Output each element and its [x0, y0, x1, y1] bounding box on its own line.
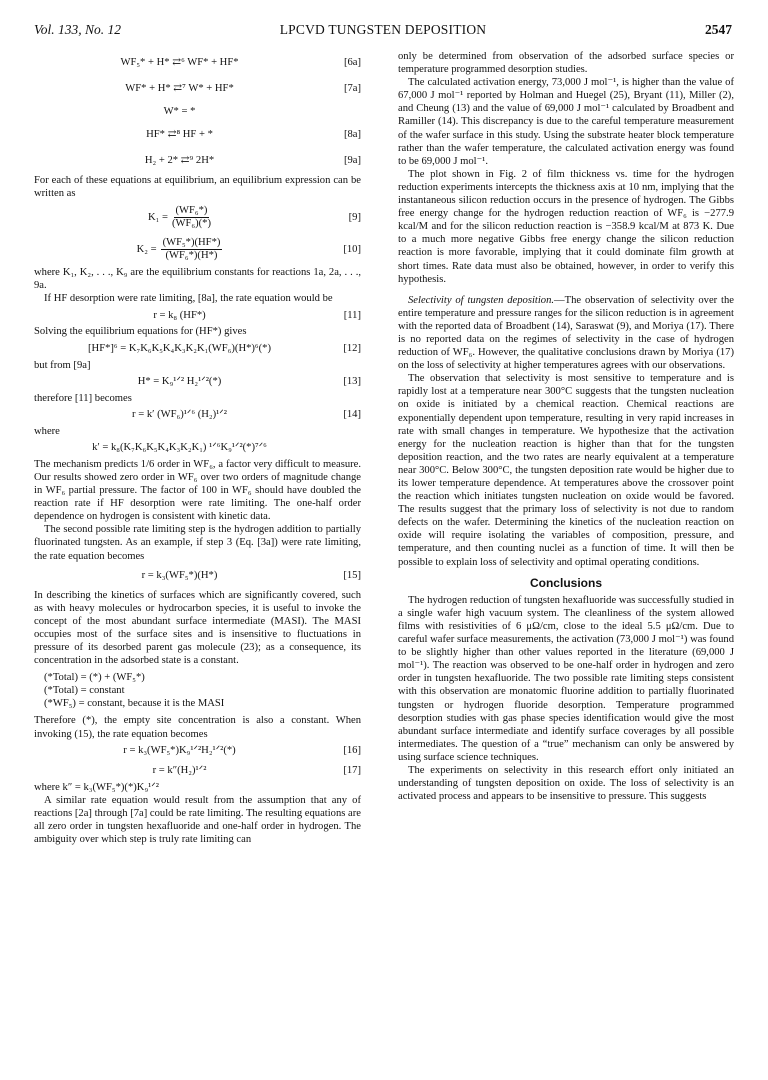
running-header [34, 22, 732, 40]
equation-7b: W* = * [163, 106, 196, 118]
paragraph: The second possible rate limiting step is the hydrogen addition to partially fluorinated tungsten. As an example, if step 3 (Eq. [3a]) were rate limiting, the rate equation becomes [34, 524, 361, 562]
paragraph: Solving the equilibrium equations for (HF*) gives [34, 326, 247, 338]
paragraph: A similar rate equation would result from the assumption that any of reactions [2a] through [7a] could be rate limiting. The resulting equations are all zero order in tungsten hexafluoride and one-half order in hydrogen. The ambiguity over which step is truly rate limiting can [34, 794, 361, 845]
list-item: (*Total) = constant [44, 685, 125, 697]
equation-12: [HF*]⁶ = K₇K₆K₅K₄K₃K₂K₁(WF₆)(H*)⁶(*) [12] [88, 343, 361, 355]
paragraph: Therefore (*), the empty site concentration is also a constant. When invoking (15), the rate equation becomes [34, 715, 361, 740]
equation-10: K₂ = $\frac{\text{(WF₅*)(HF*)}}{\text{(WF₆*)(H*)}}$ [10] [136, 236, 361, 261]
paragraph: For each of these equations at equilibrium, an equilibrium expression can be written as [34, 175, 361, 200]
subsection-heading: Selectivity of tungsten deposition. [408, 294, 555, 306]
paragraph: The calculated activation energy, 73,000 J mol⁻¹, is higher than the value of 67,000 J mol⁻¹ reported by Holman and Huegel (25), Bryant (11), Miller (2), and Cheung (13) and the value of 69,000 J mol⁻¹ calculated by Broadbent and Ramiller (14). This discrepancy is due to the careful temperature measurement of the wafer surface in this study. Using the substrate heater block temperature rather than the wafer temperature, the calculated activation energy was found to be 69,000 J mol⁻¹. [398, 77, 734, 167]
equation-13: H* = K₉¹ᐟ² H₂¹ᐟ²(*) [13] [137, 376, 361, 388]
paragraph: The observation that selectivity is most sensitive to temperature and is rapidly lost at a temperature near 300°C suggests that the tungsten nucleation on oxide is initiated by a chemical reaction. Chemical reactions are exponentially dependent upon temperature, resulting in very rapid increases in rate with small changes in temperature. We hypothesize that the activation energy for the nucleation reaction is higher than that for the tungsten deposition reaction, and the two rates are nearly equivalent at a temperature near 300°C. Below 300°C, the tungsten deposition rate would be higher due to its lower temperature dependence. At temperatures above the crossover point the reaction which initiates tungsten nucleation on oxide would be favored. The results suggest that the primary loss of selectivity is not due to random defects on the wafer. Determining the kinetics of the nucleation reaction on oxide will require isolating the variables of composition, pressure, and temperature, and then counting nuclei as a function of time. It will then be possible to explain loss of selectivity and optimal operating conditions. [398, 373, 734, 568]
paragraph: therefore [11] becomes [34, 392, 132, 404]
paragraph: The mechanism predicts 1/6 order in WF₆, a factor very difficult to measure. Our results showed zero order in WF₆ over two orders of magnitude change in WF₆ partial pressure. The factor of 100 in WF₆ should have doubled the reaction rate if HF desorption were rate limiting. The one-half order dependence on hydrogen is consistent with kinetic data. [34, 458, 361, 523]
volume-label: Vol. 133, No. 12 [34, 22, 122, 37]
paragraph: where K₁, K₂, . . ., K₉ are the equilibrium constants for reactions 1a, 2a, . . ., 9a. [34, 267, 361, 292]
equation-14b: k′ = k₈(K₇K₆K₅K₄K₃K₂K₁) ¹ᐟ⁶K₉¹ᐟ²(*)⁷ᐟ⁶ [92, 442, 267, 454]
equation-9: K₁ = $\frac{\text{(WF₆*)}}{\text{(WF₆)(*)}}$ [9] [148, 204, 361, 229]
masi-list [44, 671, 361, 710]
equation-6a: WF₅* + H* ⇄⁶ WF* + HF* [6a] [120, 57, 361, 69]
equation-14: r = k′ (WF₆)¹ᐟ⁶ (H₂)¹ᐟ² [14] [132, 409, 361, 421]
equation-17: r = k″(H₂)¹ᐟ² [17] [152, 765, 361, 777]
equation-8a: HF* ⇄⁸ HF + * [8a] [146, 129, 361, 141]
paragraph: Selectivity of tungsten deposition.—The observation of selectivity over the entire temperature and pressure ranges for the silicon reduction is in agreement with the reported data of Broadbent (14), Saraswat (9), and Moriya (17). There is no reported data on the regimes of selectivity in the case of hydrogen reduction of WF₆. However, the qualitative conclusions drawn by Moriya (17) on the loss of selectivity at higher temperatures agrees with our observations. [398, 294, 734, 372]
equation-7a: WF* + H* ⇄⁷ W* + HF* [7a] [125, 83, 361, 95]
paragraph: The experiments on selectivity in this research effort only initiated an understanding of tungsten deposition on oxide. The loss of selectivity is an activated process and appears to be insensitive to pressure. This suggests [398, 764, 734, 803]
equation-9a: H₂ + 2* ⇄⁹ 2H* [9a] [144, 155, 361, 167]
list-item: (*Total) = (*) + (WF₅*) [44, 672, 145, 684]
running-title: LPCVD TUNGSTEN DEPOSITION [279, 22, 487, 37]
paragraph: where [34, 425, 60, 437]
list-item: (*WF₅) = constant, because it is the MASI [44, 698, 225, 710]
paragraph: If HF desorption were rate limiting, [8a], the rate equation would be [44, 293, 333, 305]
section-heading: Conclusions [529, 575, 602, 590]
paragraph: but from [9a] [34, 359, 91, 371]
right-column [398, 50, 734, 803]
paragraph: only be determined from observation of the adsorbed surface species or temperature programmed desorption studies. [398, 51, 734, 76]
equation-11: r = k₈ (HF*) [11] [153, 309, 361, 321]
left-column [34, 50, 361, 846]
equation-15: r = k₃(WF₅*)(H*) [15] [141, 570, 361, 582]
paragraph: The hydrogen reduction of tungsten hexafluoride was successfully studied in a single wafer high vacuum system. The cleanliness of the system allowed films with resistivities of 6 μΩ/cm, close to the ideal 5.5 μΩ/cm. Due to careful wafer surface measurements, the activation (73,000 J mol⁻¹) was found to be slightly higher than other values reported in the literature (69,000 J mol⁻¹). The reaction was observed to be one-half order in hydrogen and zero order in tungsten hexafluoride. The two possible rate limiting steps consistent with this observation are monatomic fluorine addition to partially fluorinated tungsten or hydrogen fluoride desorption. Temperature programmed desorption studies with gas phase species identification would give the most abundant surface intermediate and identify surface coverages by all possible intermediates. The question of a “true” mechanism can only be answered by using surface science techniques. [398, 594, 734, 763]
paragraph: The plot shown in Fig. 2 of film thickness vs. time for the hydrogen reduction experiments intercepts the thickness axis at 10 nm, implying that the instantaneous silicon reduction occurs in the presence of hydrogen. The Gibbs free energy change for the hydrogen reduction reaction of WF₆ is −277.9 kcal/M and for the silicon reduction reaction is −358.9 kcal/M at 873 K. Due to a much more negative Gibbs free energy change the silicon reduction reaction is more favorable, implying that it could dominate film growth at short times. Rate data must also be obtained, however, in order to verify this hypothesis. [398, 168, 734, 285]
paragraph: where k″ = k₃(WF₅*)(*)K₉¹ᐟ² [34, 781, 159, 793]
page-number: 2547 [705, 22, 732, 37]
paragraph: In describing the kinetics of surfaces which are significantly covered, such as with heavy molecules or hydrocarbon species, it is useful to invoke the concept of the most abundant surface intermediate (MASI). The MASI occupies most of the surface sites and is insensitive to fluctuations in pressure of its desorbed parent gas molecule (23); as a consequence, its concentration in the adsorbed state is a constant. [34, 589, 361, 667]
equation-16: r = k₃(WF₅*)K₉¹ᐟ²H₂¹ᐟ²(*) [16] [123, 745, 361, 757]
